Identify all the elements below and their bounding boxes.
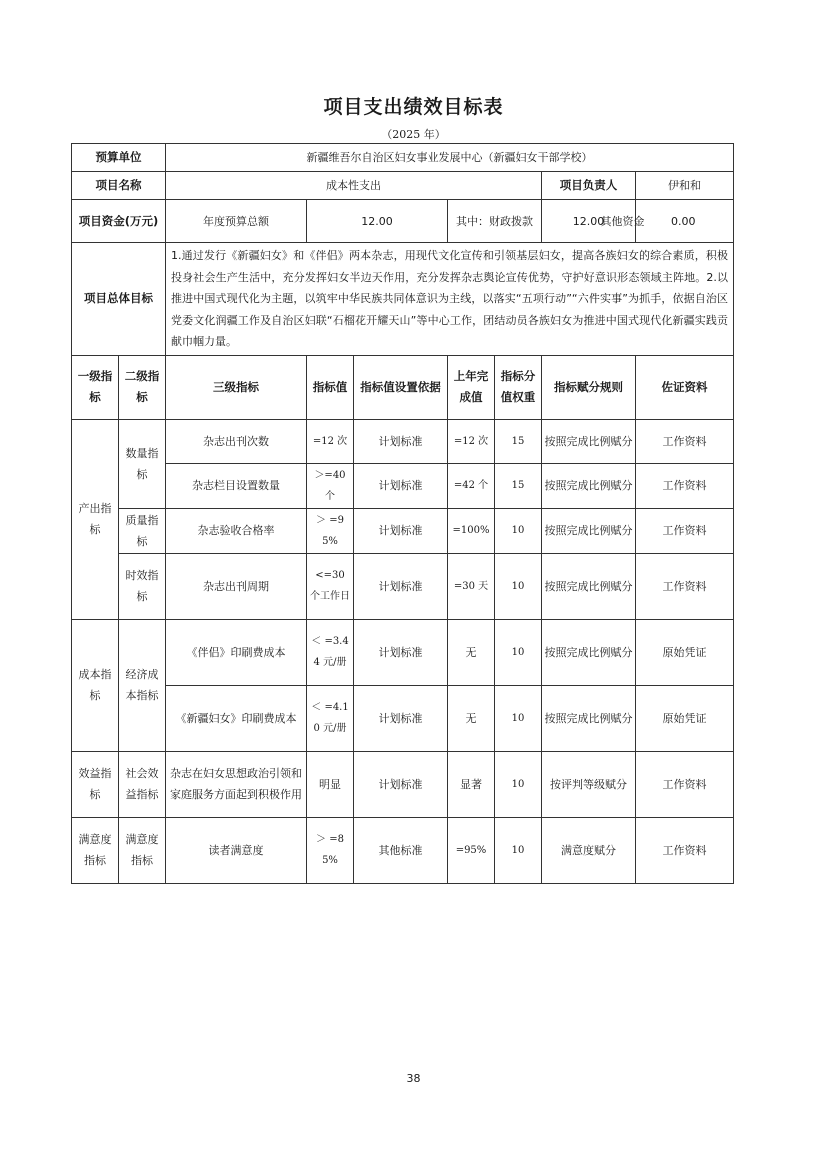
row-last: 无 (448, 685, 495, 751)
row-name: 杂志栏目设置数量 (166, 463, 307, 508)
fiscal-value: 12.00 (542, 200, 636, 243)
row-rule: 按照完成比例赋分 (542, 508, 636, 553)
row-basis: 计划标准 (354, 619, 448, 685)
row-last: =100% (448, 508, 495, 553)
row-last: 显著 (448, 751, 495, 817)
group-output: 产出指标 (72, 419, 119, 619)
row-last: =30 天 (448, 553, 495, 619)
fund-label: 项目资金(万元) (72, 200, 166, 243)
row-weight: 15 (495, 463, 542, 508)
col-value: 指标值 (307, 355, 354, 419)
row-rule: 按照完成比例赋分 (542, 463, 636, 508)
row-evidence: 工作资料 (636, 463, 734, 508)
table-row (72, 553, 734, 619)
project-name-label: 项目名称 (72, 172, 166, 200)
row-weight: 10 (495, 553, 542, 619)
row-rule: 满意度赋分 (542, 817, 636, 883)
row-value: =12 次 (307, 419, 354, 463)
group-satisfaction-2: 满意度指标 (119, 817, 166, 883)
page-number: 38 (406, 1072, 421, 1085)
group-social: 社会效益指标 (119, 751, 166, 817)
group-cost: 成本指标 (72, 619, 119, 751)
col-level2: 二级指标 (119, 355, 166, 419)
row-name: 杂志验收合格率 (166, 508, 307, 553)
row-rule: 按照完成比例赋分 (542, 685, 636, 751)
unit-value: 新疆维吾尔自治区妇女事业发展中心（新疆妇女干部学校） (166, 144, 734, 172)
group-economic: 经济成本指标 (119, 619, 166, 751)
row-rule: 按评判等级赋分 (542, 751, 636, 817)
goal-label: 项目总体目标 (72, 243, 166, 356)
row-basis: 计划标准 (354, 685, 448, 751)
row-weight: 10 (495, 508, 542, 553)
row-weight: 10 (495, 751, 542, 817)
table-row (72, 619, 734, 685)
col-level3: 三级指标 (166, 355, 307, 419)
row-weight: 10 (495, 685, 542, 751)
row-value: ＞=40 个 (307, 463, 354, 508)
row-rule: 按照完成比例赋分 (542, 619, 636, 685)
row-basis: 计划标准 (354, 553, 448, 619)
row-value: ＜ =3.44 元/册 (307, 619, 354, 685)
row-name: 杂志出刊次数 (166, 419, 307, 463)
row-evidence: 工作资料 (636, 553, 734, 619)
page-title: 项目支出绩效目标表 (323, 96, 504, 118)
row-basis: 计划标准 (354, 751, 448, 817)
fiscal-label: 其中：财政拨款 (448, 200, 542, 243)
col-weight: 指标分值权重 (495, 355, 542, 419)
row-name: 《新疆妇女》印刷费成本 (166, 685, 307, 751)
row-weight: 15 (495, 419, 542, 463)
group-benefit: 效益指标 (72, 751, 119, 817)
table-row (72, 817, 734, 883)
row-evidence: 原始凭证 (636, 685, 734, 751)
unit-label: 预算单位 (72, 144, 166, 172)
project-name-value: 成本性支出 (166, 172, 542, 200)
row-weight: 10 (495, 817, 542, 883)
row-evidence: 工作资料 (636, 508, 734, 553)
group-satisfaction: 满意度指标 (72, 817, 119, 883)
row-value: ＞ =95% (307, 508, 354, 553)
row-value: ＜ =4.10 元/册 (307, 685, 354, 751)
row-name: 杂志出刊周期 (166, 553, 307, 619)
table-row (72, 463, 734, 508)
group-timeliness: 时效指标 (119, 553, 166, 619)
goal-text: 1.通过发行《新疆妇女》和《伴侣》两本杂志，用现代文化宣传和引领基层妇女，提高各族妇女的综合素质，积极投身社会生产生活中，充分发挥妇女半边天作用，充分发挥杂志舆论宣传优势，守护好意识形态领域主阵地。2.以推进中国式现代化为主题，以筑牢中华民族共同体意识为主线，以落实“五项行动”“六件实事”为抓手，依据自治区党委文化润疆工作及自治区妇联“石榴花开耀天山”等中心工作，团结动员各族妇女为推进中国式现代化新疆实践贡献巾帼力量。 (166, 243, 734, 356)
owner-label: 项目负责人 (542, 172, 636, 200)
row-name: 读者满意度 (166, 817, 307, 883)
other-fund-amount: 0.00 (671, 214, 696, 228)
group-quantity: 数量指标 (119, 419, 166, 508)
row-value: 明显 (307, 751, 354, 817)
row-basis: 计划标准 (354, 463, 448, 508)
row-last: 无 (448, 619, 495, 685)
row-evidence: 工作资料 (636, 817, 734, 883)
year-label: （2025 年） (381, 128, 446, 141)
row-name: 杂志在妇女思想政治引领和家庭服务方面起到积极作用 (166, 751, 307, 817)
col-basis: 指标值设置依据 (354, 355, 448, 419)
table-row (72, 508, 734, 553)
row-weight: 10 (495, 619, 542, 685)
row-name: 《伴侣》印刷费成本 (166, 619, 307, 685)
other-fund-value (600, 200, 734, 243)
row-basis: 其他标准 (354, 817, 448, 883)
col-evidence: 佐证资料 (636, 355, 734, 419)
row-value: <=30 个工作日 (307, 553, 354, 619)
col-rule: 指标赋分规则 (542, 355, 636, 419)
table-row (72, 685, 734, 751)
row-value: ＞ =85% (307, 817, 354, 883)
row-rule: 按照完成比例赋分 (542, 419, 636, 463)
row-evidence: 工作资料 (636, 751, 734, 817)
col-last: 上年完成值 (448, 355, 495, 419)
row-last: =42 个 (448, 463, 495, 508)
row-basis: 计划标准 (354, 508, 448, 553)
table-row (72, 419, 734, 463)
row-last: =95% (448, 817, 495, 883)
row-rule: 按照完成比例赋分 (542, 553, 636, 619)
owner-value: 伊和和 (636, 172, 734, 200)
other-fund-label: 其他资金 (600, 214, 645, 228)
row-evidence: 原始凭证 (636, 619, 734, 685)
row-last: =12 次 (448, 419, 495, 463)
group-quality: 质量指标 (119, 508, 166, 553)
performance-table (71, 143, 734, 884)
annual-budget-label: 年度预算总额 (166, 200, 307, 243)
col-level1: 一级指标 (72, 355, 119, 419)
annual-budget-value: 12.00 (307, 200, 448, 243)
row-evidence: 工作资料 (636, 419, 734, 463)
row-basis: 计划标准 (354, 419, 448, 463)
table-row (72, 751, 734, 817)
